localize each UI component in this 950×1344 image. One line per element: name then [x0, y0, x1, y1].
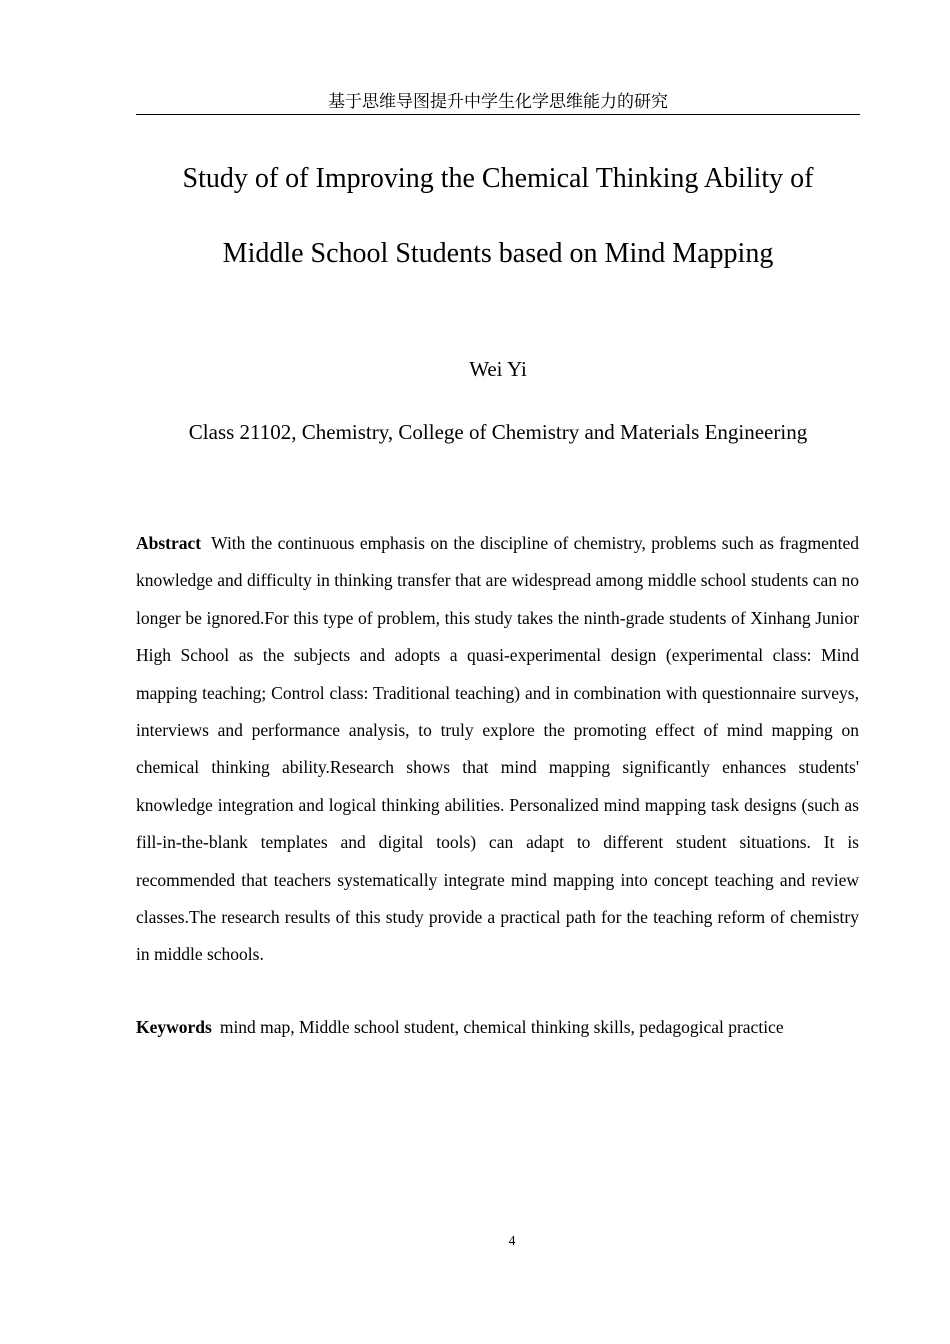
running-header: 基于思维导图提升中学生化学思维能力的研究	[328, 92, 668, 112]
page-number: 4	[508, 1234, 516, 1249]
author-name: Wei Yi	[469, 357, 527, 381]
abstract-label: Abstract	[136, 533, 202, 553]
abstract-text: With the continuous emphasis on the discipline of chemistry, problems such as fragmented knowledge and difficulty in thinking transfer that are widespread among middle school students can no longer be ignored.For this type of problem, this study takes the ninth-grade students of Xinhang Junior High School as the subjects and adopts a quasi-experimental design (experimental class: Mind mapping teaching; Control class: Traditional teaching) and in combination with questionnaire surveys, interviews and performance analysis, to truly explore the promoting effect of mind mapping on chemical thinking ability.Research shows that mind mapping significantly enhances students' knowledge integration and logical thinking abilities. Personalized mind mapping task designs (such as fill-in-the-blank templates and digital tools) can adapt to different student situations. It is recommended that teachers systematically integrate mind mapping into concept teaching and review classes.The research results of this study provide a practical path for the teaching reform of chemistry in middle schools.	[136, 533, 859, 965]
author-affiliation: Class 21102, Chemistry, College of Chemistry and Materials Engineering	[188, 420, 808, 444]
paper-title-line-1: Study of of Improving the Chemical Thinking Ability of	[182, 163, 814, 194]
header-rule	[136, 114, 860, 115]
keywords-line	[136, 1012, 896, 1042]
paper-title	[100, 141, 896, 291]
abstract-paragraph	[136, 525, 859, 974]
paper-title-line-2: Middle School Students based on Mind Mapping	[222, 238, 774, 269]
keywords-text: mind map, Middle school student, chemical thinking skills, pedagogical practice	[219, 1017, 784, 1037]
keywords-label: Keywords	[136, 1017, 212, 1037]
